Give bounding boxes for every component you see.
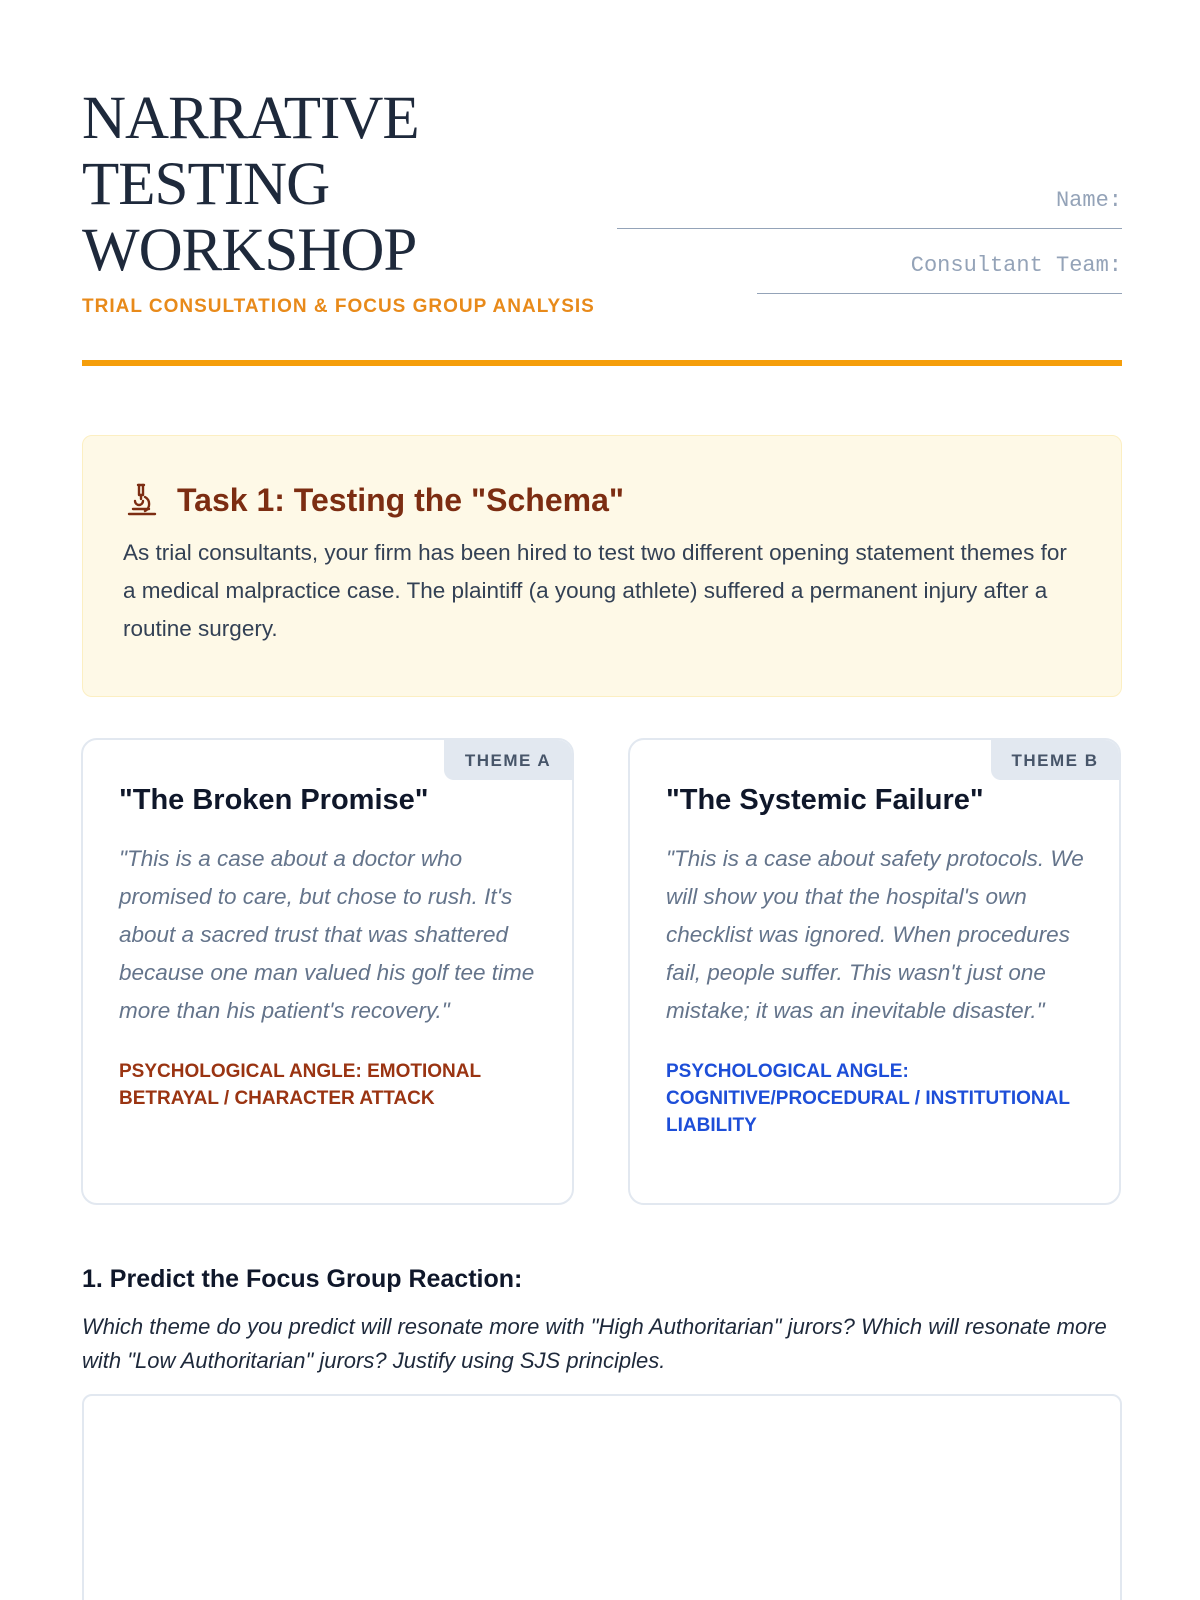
consultant-team-write-line[interactable] [757, 293, 1122, 294]
title-line: WORKSHOP [82, 217, 417, 284]
theme-quote: "This is a case about a doctor who promised to care, but chose to rush. It's about a sacred trust that was shattered because one man valued his golf tee time more than his patient's recovery." [119, 846, 535, 1023]
title-line: TESTING [82, 151, 330, 218]
task-box [82, 435, 1122, 697]
theme-tag: THEME A [444, 740, 572, 780]
psychological-angle: PSYCHOLOGICAL ANGLE: COGNITIVE/PROCEDURAL / INSTITUTIONAL LIABILITY [666, 1061, 1070, 1136]
name-write-line[interactable] [617, 228, 1122, 229]
theme-title: "The Systemic Failure" [666, 784, 984, 816]
task-description: As trial consultants, your firm has been hired to test two different opening statement themes for a medical malpractice case. The plaintiff (a young athlete) suffered a permanent injury after a routine surgery. [123, 540, 1067, 641]
psychological-angle: PSYCHOLOGICAL ANGLE: EMOTIONAL BETRAYAL / CHARACTER ATTACK [119, 1061, 481, 1109]
theme-title: "The Broken Promise" [119, 784, 429, 816]
worksheet-header [82, 86, 1122, 366]
theme-card-a [81, 738, 574, 1205]
title-line: NARRATIVE [82, 85, 419, 152]
question-prompt: Which theme do you predict will resonate more with "High Authoritarian" jurors? Which will resonate more with "Low Authoritarian" jurors? Justify using SJS principles. [82, 1314, 1107, 1373]
student-info-fields [602, 186, 1122, 294]
consultant-team-label: Consultant Team: [910, 253, 1122, 278]
page-subtitle: TRIAL CONSULTATION & FOCUS GROUP ANALYSIS [82, 296, 595, 317]
question-heading: 1. Predict the Focus Group Reaction: [82, 1265, 523, 1293]
question-section [82, 1262, 1122, 1378]
task-title: Task 1: Testing the "Schema" [177, 481, 625, 518]
microscope-icon [123, 481, 161, 519]
name-field[interactable] [602, 186, 1122, 229]
consultant-team-field[interactable] [602, 251, 1122, 294]
task-heading [123, 480, 1081, 520]
name-label: Name: [1055, 188, 1122, 213]
answer-box[interactable] [82, 1394, 1122, 1600]
theme-tag: THEME B [991, 740, 1119, 780]
page-title [82, 86, 542, 284]
theme-quote: "This is a case about safety protocols. We will show you that the hospital's own checklist was ignored. When procedures fail, people suffer. This wasn't just one mistake; it was an inevitable disaster." [666, 846, 1084, 1023]
theme-card-b [628, 738, 1121, 1205]
header-divider [82, 360, 1122, 366]
